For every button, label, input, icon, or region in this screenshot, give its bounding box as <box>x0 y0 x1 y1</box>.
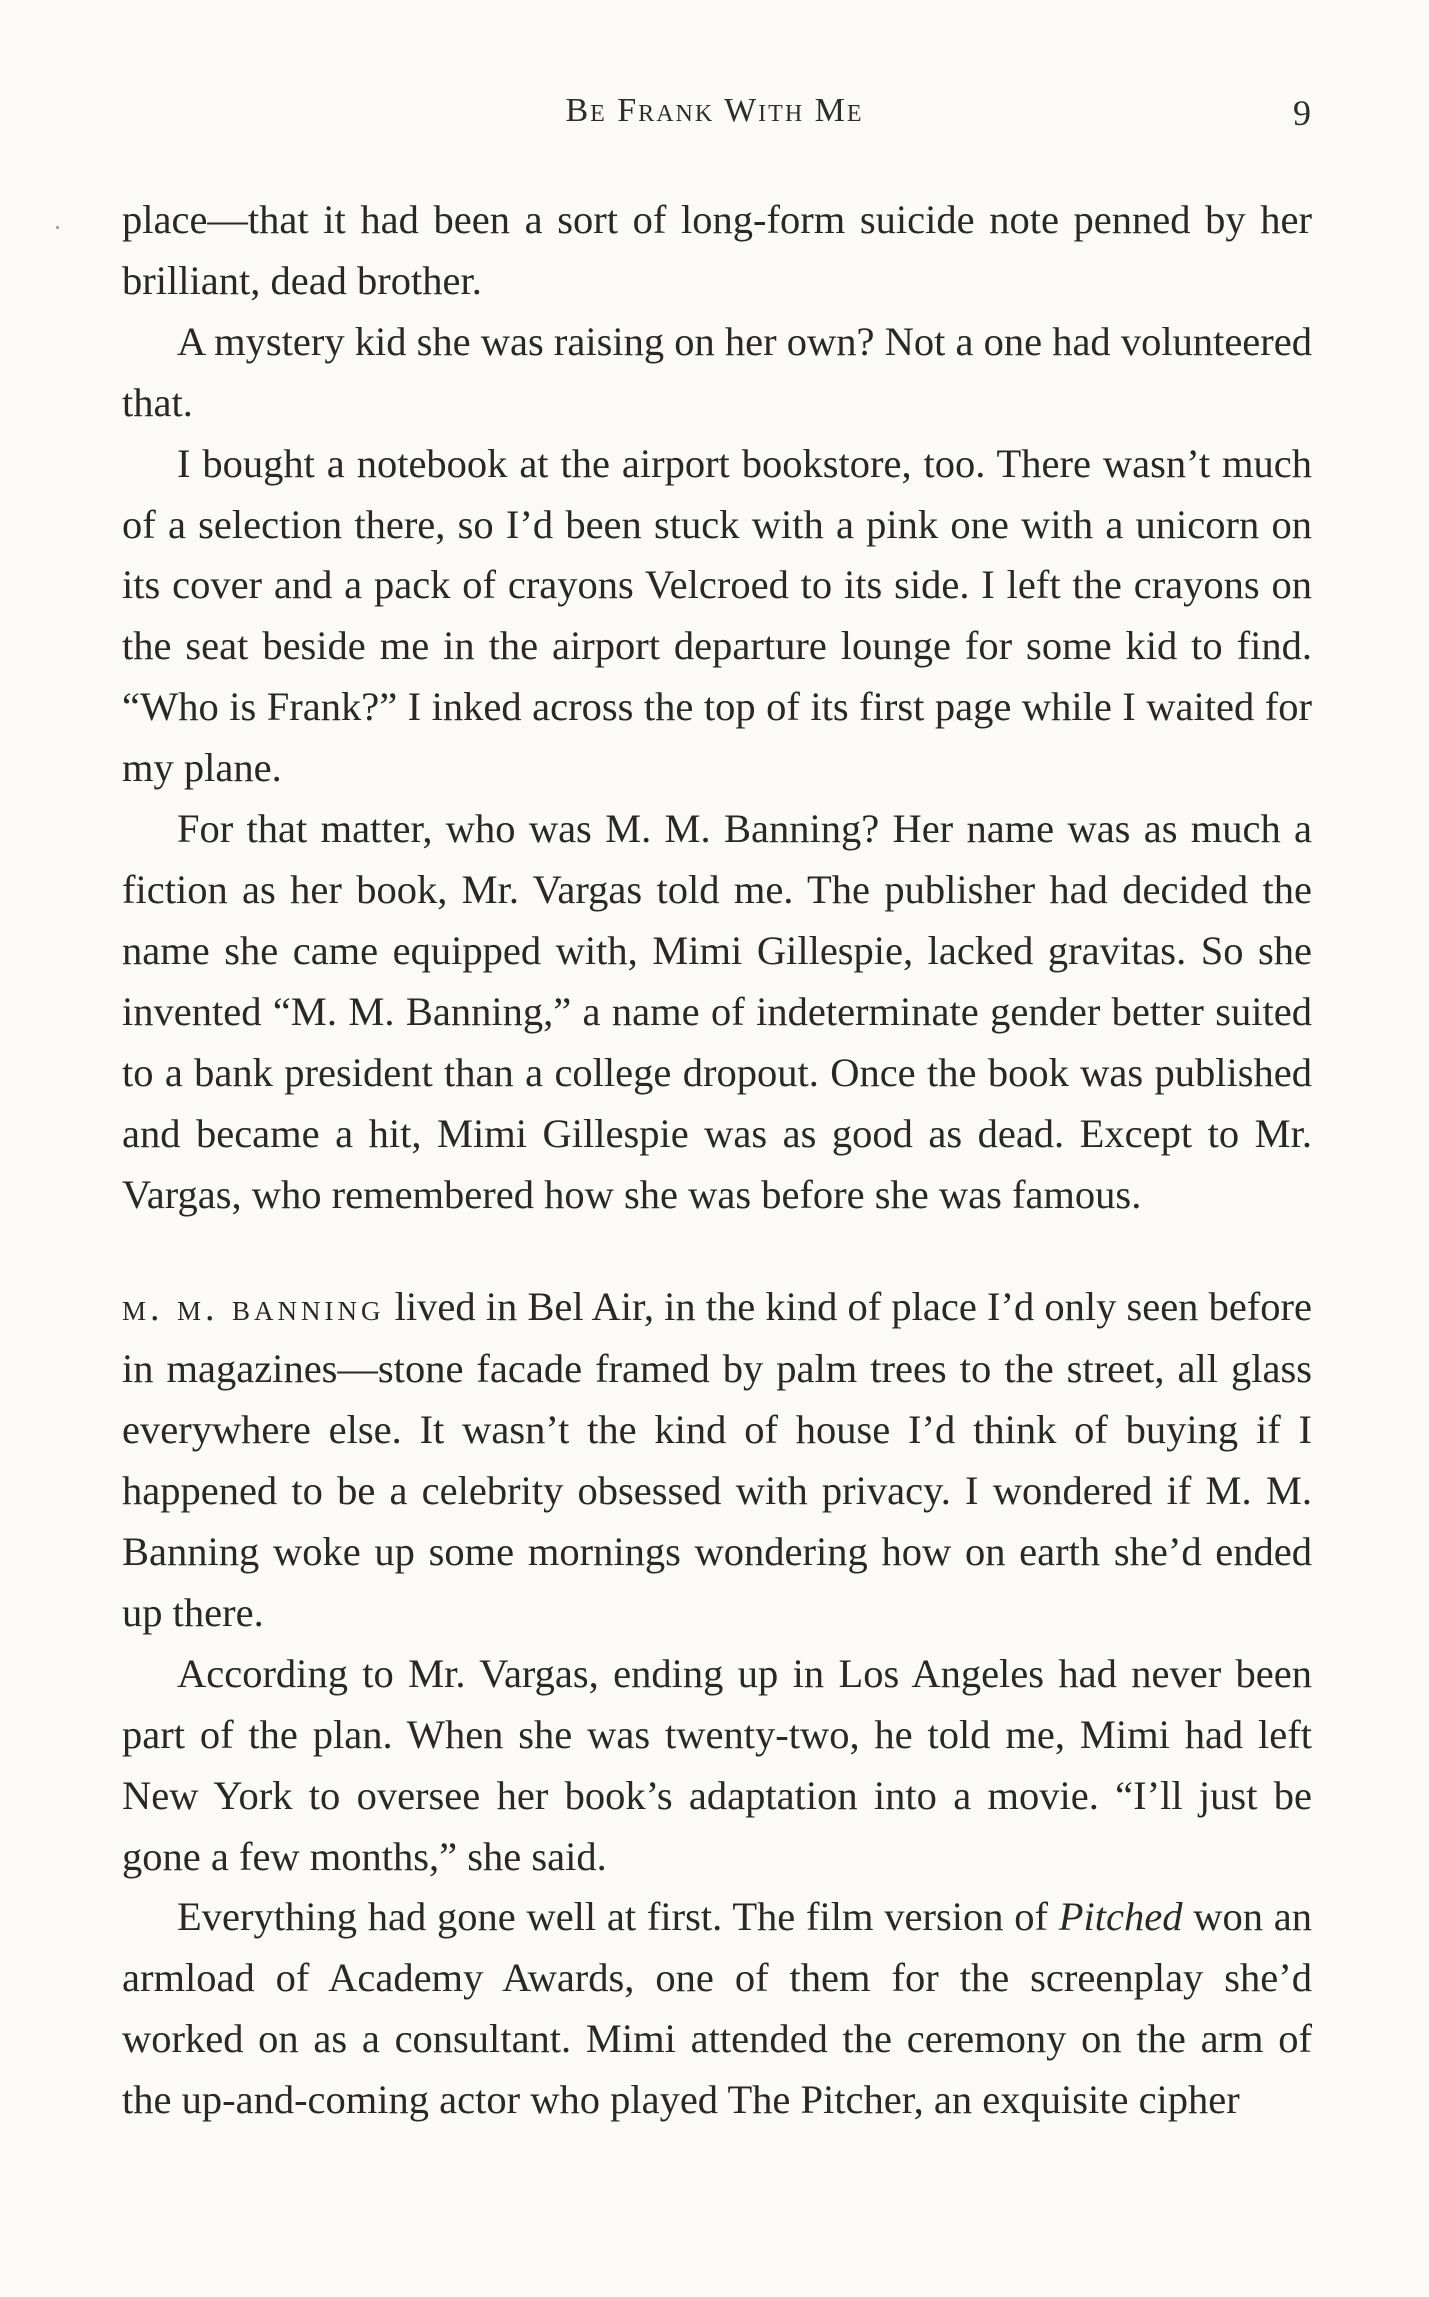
paragraph-2: A mystery kid she was raising on her own? Not a one had volunteered that. <box>122 318 1312 425</box>
paragraph-7-text-a: Everything had gone well at first. The film version of <box>177 1894 1059 1940</box>
paragraph-6: According to Mr. Vargas, ending up in Los Angeles had never been part of the plan. When she was twenty-two, he told me, Mimi had left New York to oversee her book’s adaptation into a movie. “I’ll just be gone a few months,” she said. <box>122 1650 1312 1879</box>
book-title-italic: Pitched <box>1058 1894 1183 1940</box>
paragraph-3: I bought a notebook at the airport bookstore, too. There wasn’t much of a selection there, so I’d been stuck with a pink one with a unicorn on its cover and a pack of crayons Velcroed to its side. I left the crayons on the seat beside me in the airport departure lounge for some kid to find. “Who is Frank?” I inked across the top of its first page while I waited for my plane. <box>122 440 1312 791</box>
paragraph-5-text: lived in Bel Air, in the kind of place I’d only seen before in magazines—stone facade framed by palm trees to the street, all glass everywhere else. It wasn’t the kind of house I’d think of buying if I happened to be a celebrity obsessed with privacy. I wondered if M. M. Banning woke up some mornings wondering how on earth she’d ended up there. <box>122 1284 1312 1635</box>
running-title: Be Frank With Me <box>565 92 864 129</box>
paper-speck <box>56 226 59 229</box>
paragraph-7 <box>122 1887 1312 2131</box>
paragraph-4: For that matter, who was M. M. Banning? Her name was as much a fiction as her book, Mr. Vargas told me. The publisher had decided the name she came equipped with, Mimi Gillespie, lacked gravitas. So she invented “M. M. Banning,” a name of indeterminate gender better suited to a bank president than a college dropout. Once the book was published and became a hit, Mimi Gillespie was as good as dead. Except to Mr. Vargas, who remembered how she was before she was famous. <box>122 806 1312 1217</box>
body-text <box>122 190 1312 2131</box>
page-number: 9 <box>1293 93 1311 133</box>
section-break <box>122 1225 1312 1277</box>
paragraph-5 <box>122 1277 1312 1643</box>
paragraph-7-text-b: won an armload of Academy Awards, one of them for the screenplay she’d worked on as a consultant. Mimi attended the ceremony on the arm of the up-and-coming actor who played The Pitcher, an exquisite cipher <box>122 1894 1312 2123</box>
paragraph-1: place—that it had been a sort of long-form suicide note penned by her brilliant, dead brother. <box>122 197 1312 303</box>
section-lead-in: m. m. banning <box>122 1287 385 1330</box>
running-head <box>0 92 1429 142</box>
